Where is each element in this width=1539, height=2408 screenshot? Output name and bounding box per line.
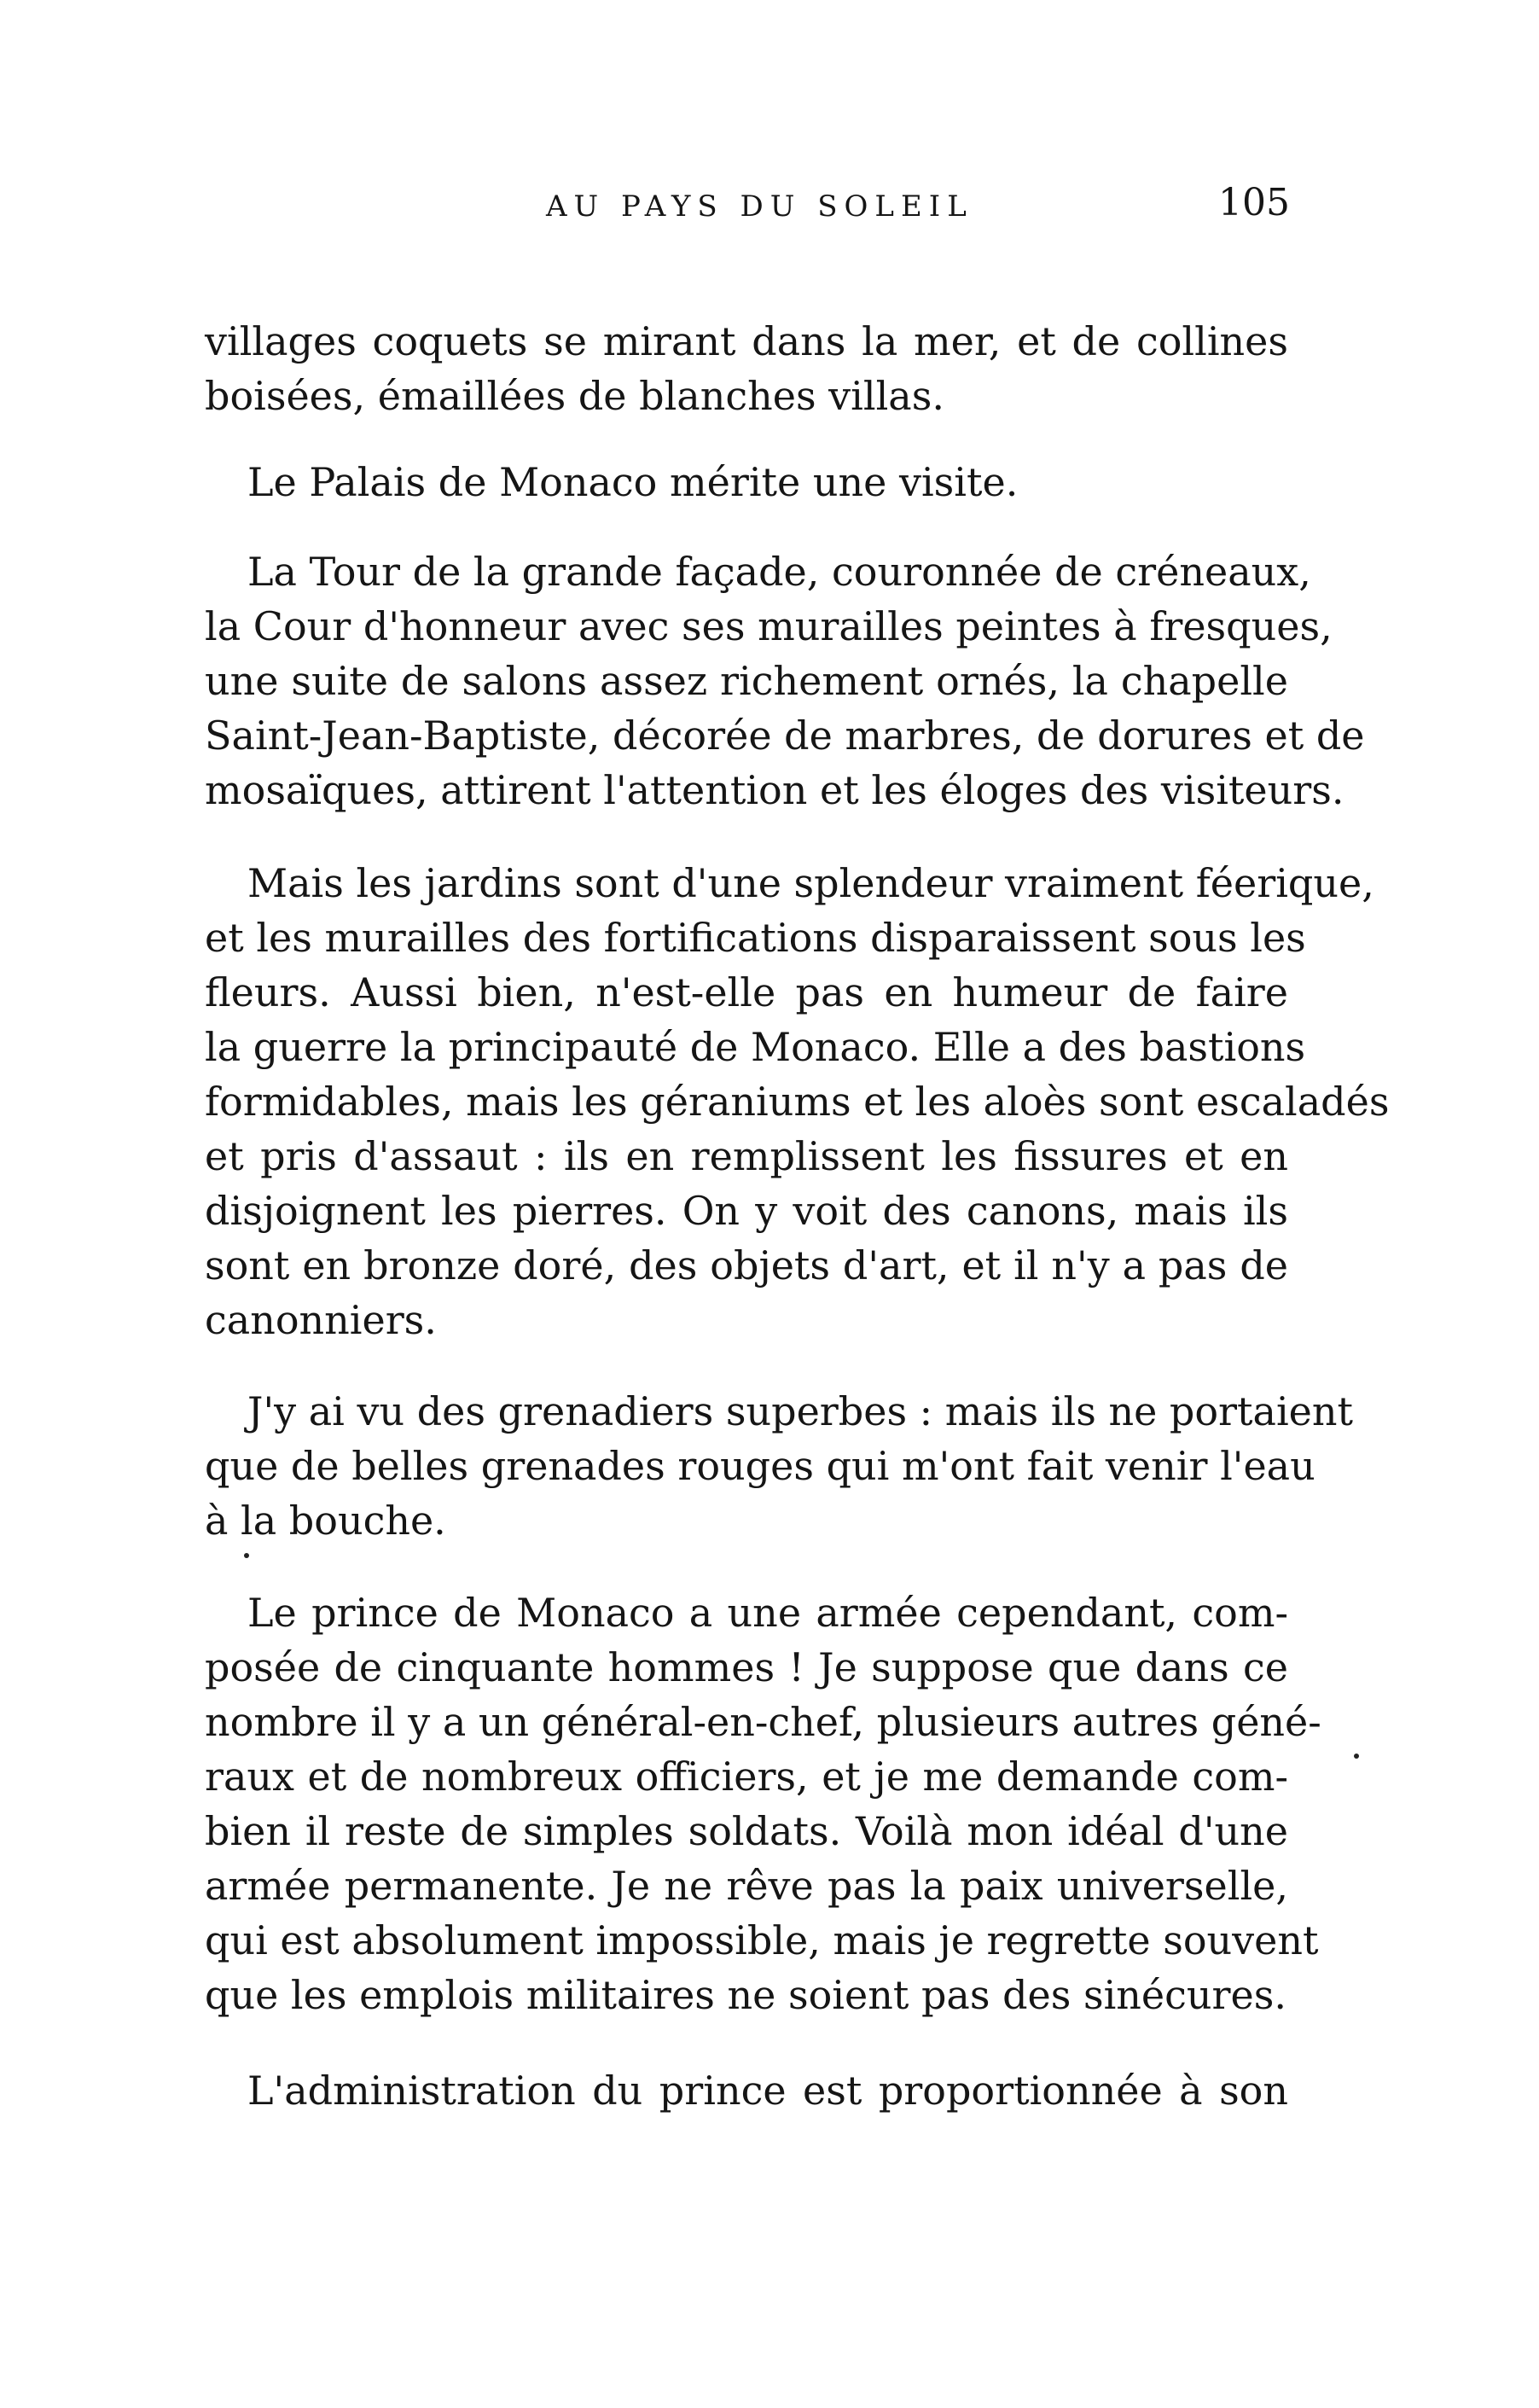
text-line: et pris d'assaut : ils en remplissent les fissures et en xyxy=(205,1133,1288,1179)
text-line: formidables, mais les géraniums et les aloès sont escaladés xyxy=(205,1079,1390,1125)
text-line: boisées, émaillées de blanches villas. xyxy=(205,373,944,419)
text-line: une suite de salons assez richement ornés, la chapelle xyxy=(205,658,1288,704)
text-line: armée permanente. Je ne rêve pas la paix universelle, xyxy=(205,1863,1288,1909)
page-number: 105 xyxy=(1218,181,1290,224)
print-speck xyxy=(244,1553,249,1558)
running-title: AU PAYS DU SOLEIL xyxy=(546,189,973,224)
text-line: La Tour de la grande façade, couronnée de créneaux, xyxy=(247,549,1311,595)
text-line: villages coquets se mirant dans la mer, et de collines xyxy=(205,318,1288,364)
text-line: que de belles grenades rouges qui m'ont fait venir l'eau xyxy=(205,1443,1315,1489)
text-line: disjoignent les pierres. On y voit des canons, mais ils xyxy=(205,1188,1288,1234)
text-line: à la bouche. xyxy=(205,1498,446,1544)
text-line: la guerre la principauté de Monaco. Elle a des bastions xyxy=(205,1024,1306,1070)
text-line: qui est absolument impossible, mais je regrette souvent xyxy=(205,1917,1319,1963)
print-speck xyxy=(1354,1754,1359,1759)
text-line: raux et de nombreux officiers, et je me demande com- xyxy=(205,1754,1288,1800)
text-line: mosaïques, attirent l'attention et les éloges des visiteurs. xyxy=(205,767,1344,813)
text-line: Mais les jardins sont d'une splendeur vraiment féerique, xyxy=(247,860,1374,906)
text-line: fleurs. Aussi bien, n'est-elle pas en humeur de faire xyxy=(205,969,1288,1015)
text-line: Le prince de Monaco a une armée cependant, com- xyxy=(247,1590,1288,1636)
text-line: la Cour d'honneur avec ses murailles peintes à fresques, xyxy=(205,603,1333,649)
text-line: nombre il y a un général-en-chef, plusieurs autres géné- xyxy=(205,1699,1321,1745)
text-line: L'administration du prince est proportionnée à son xyxy=(247,2068,1288,2114)
running-head xyxy=(0,181,1539,232)
text-line: Le Palais de Monaco mérite une visite. xyxy=(247,459,1019,505)
text-line: sont en bronze doré, des objets d'art, et il n'y a pas de xyxy=(205,1242,1288,1288)
text-line: que les emplois militaires ne soient pas des sinécures. xyxy=(205,1972,1286,2018)
text-line: bien il reste de simples soldats. Voilà mon idéal d'une xyxy=(205,1808,1288,1854)
text-line: Saint-Jean-Baptiste, décorée de marbres, de dorures et de xyxy=(205,713,1365,759)
text-line: et les murailles des fortifications disparaissent sous les xyxy=(205,915,1306,961)
text-line: canonniers. xyxy=(205,1297,437,1343)
text-line: posée de cinquante hommes ! Je suppose que dans ce xyxy=(205,1644,1288,1690)
text-line: J'y ai vu des grenadiers superbes : mais ils ne portaient xyxy=(247,1388,1353,1434)
